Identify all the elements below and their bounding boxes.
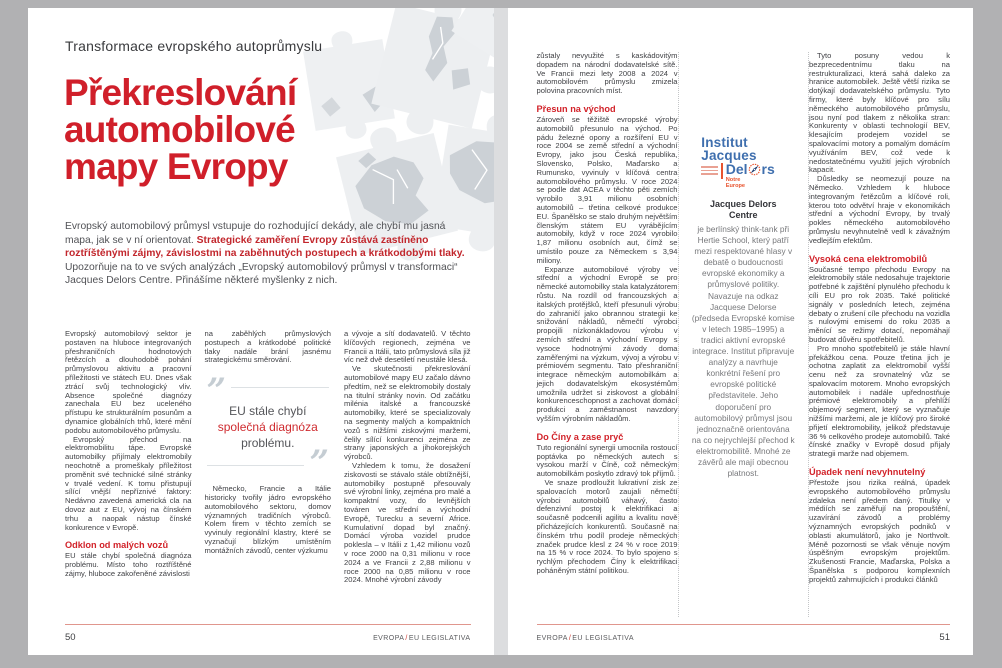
page-footer-left bbox=[65, 624, 471, 643]
body-paragraph: Zároveň se těžiště evropské výroby automobilů přesunulo na východ. Po pádu železné opony a rozšíření EU v roce 2004 se země střední a východní Evropy, jako jsou Česká republika, Slovensko, Polsko, Maďarsko a Rumunsko, vyvinuly v klíčová centra automobilového průmyslu. V roce 2024 se podle dat ACEA v těchto pěti zemích vyrobilo 3,91 milionu osobních automobilů – třetina celkové produkce EU. Španělsko se stalo druhým největším členským státem EU vyrábějícím automobily, když v roce 2024 vyrobilo 1,87 milionu osobních aut, čímž se umístilo pouze za Německem s 3,94 miliony. bbox=[536, 114, 678, 265]
body-paragraph: Expanze automobilové výroby ve střední a východní Evropě se pro německé automobilky stala katalyzátorem růstu. Na rozdíl od francouzských a italských protějšků, kteří přesunuli výrobu do zahraničí jako obrannou strategii ke snižování nákladů, němečtí výrobci propojili nízkonákladovou výrobu v zemích střední a východní Evropy s vysoce hodnotnými závody doma zaměřenými na výzkum, vývoj a výrobu v prémiovém segmentu. Tato přeshraniční integrace německým automobilkám a jejich dodavatelským ekosystémům umožnila udržet si ziskovost a globální konkurenceschopnost a zachovat domácí produkci a zaměstnanost navzdory vyšším výrobním nákladům. bbox=[536, 264, 678, 424]
text-column bbox=[205, 330, 332, 585]
body-paragraph: Důsledky se neomezují pouze na Německo. Vzhledem k hluboce integrovaným řetězcům a klíčové roli, kterou toto odvětví hraje v ekonomikách střední a východní Evropy, by trvalý pokles německého automobilového průmyslu nevyhnutelně vedl k závažným vedlejším efektům. bbox=[809, 174, 950, 245]
perex-text: Upozorňuje na to ve svých analýzách „Evropský automobilový průmysl v transformaci“ Jacques Delors Centre. Přinášíme některé myšlenky z nich. bbox=[65, 261, 458, 287]
body-paragraph: Tyto posuny vedou k bezprecedentnímu tlaku na restrukturalizaci, která sahá daleko za hranice automobilek. Ještě větší rizika se dotýkají dodavatelského průmyslu. Tyto firmy, které byly klíčové pro sílu německého automobilového průmyslu, jsou nyní pod tlakem z několika stran: Konkurenty v oblasti technologií BEV, klesajícím prodejem vozidel se spalovacími motory a pomalým domácím využíváním BEV, což vede k nedostatečnému využití jejich výrobních kapacit. bbox=[809, 51, 950, 175]
footer-section-label bbox=[373, 635, 470, 642]
logo-text: rs bbox=[761, 161, 775, 177]
perex bbox=[65, 220, 469, 288]
article-title bbox=[64, 74, 296, 185]
logo-subtitle: Notre Europe bbox=[725, 177, 746, 189]
footer-section: EVROPA bbox=[373, 635, 405, 642]
compass-icon bbox=[748, 163, 761, 176]
perex-text: Evropský automobilový průmysl vstupuje do rozhodující dekády, ale chybí mu jasná mapa, jak se v ní orientovat. bbox=[65, 221, 446, 246]
page-gutter bbox=[494, 8, 508, 655]
body-paragraph: Pro mnoho spotřebitelů je stále hlavní překážkou cena. Pouze třetina jich je ochotna zaplatit za elektromobil vyšší cenu než za srovnatelný vůz se spalovacím motorem. Mnoho evropských automobilek i nadále upřednostňuje prémiové elektromobily a přehlíží objemový segment, který se vyznačuje nižšími maržemi, ale je klíčový pro široké přijetí elektromobility, jelikož představuje 36 % celkového prodeje automobilů. Také čínské značky v Evropě dosud přijaly strategii marže nad objemem. bbox=[809, 343, 950, 459]
quote-mark-icon: ” bbox=[309, 443, 329, 484]
footer-separator: / bbox=[405, 635, 408, 642]
perex-highlight: Strategické zaměření Evropy zůstává zastíněno roztříštěnými zájmy, závislostmi na zaběhnutých postupech a krátkodobými tlaky. bbox=[65, 234, 465, 260]
page-number: 51 bbox=[939, 632, 950, 643]
sidebar-body: je berlínský think-tank při Hertie School, který patří mezi respektované hlasy v debatě o budoucnosti evropské ekonomiky a průmyslové politiky. Navazuje na odkaz Jacquese Delorse (předseda Evropské komise v letech 1985–1995) a tradici aktivní evropské integrace. Institut připravuje analýzy a navrhuje konkrétní řešení pro evropské politické představitele. Jeho doporučení pro automobilový průmysl jsou jednoznačně orientována na co nejrychlejší přechod k elektromobilitě. Mnohé ze závěrů ale mají obecnou platnost. bbox=[691, 224, 795, 479]
pull-quote-line: společná diagnóza bbox=[217, 420, 318, 435]
body-paragraph: na zaběhlých průmyslových postupech a krátkodobé politické tlaky nadále brání jasnému strategickému směrování. bbox=[204, 329, 331, 365]
logo-divider bbox=[721, 163, 723, 179]
page-footer-right bbox=[537, 624, 951, 643]
body-paragraph: Ve snaze prodloužit lukrativní zisk ze spalovacích motorů zaujali němečtí výrobci automobilů váhavý, často defenzivní postoj k elektrifikaci a současně podcenili agilitu a kvalitu nově přicházejících konkurentů. Současně na čínském trhu podíl prodeje německých značek prudce klesl z 24 % v roce 2019 na 15 % v roce 2024. To bylo spojeno s rychlým přechodem Číny k elektrifikaci poháněným státní politikou. bbox=[536, 478, 678, 576]
column-heading: Odklon od malých vozů bbox=[65, 540, 169, 551]
footer-topic: EU LEGISLATIVA bbox=[572, 635, 634, 642]
quote-mark-icon: ” bbox=[206, 371, 227, 412]
logo-text: Jacques bbox=[701, 148, 757, 163]
logo-text: Institut bbox=[701, 135, 748, 150]
text-column bbox=[537, 52, 678, 617]
logo-text: Del bbox=[725, 161, 748, 177]
body-paragraph: Současné tempo přechodu Evropy na elektromobily stále nedosahuje trajektorie potřebné k zajištění plynulého přechodu k cíli EU pro rok 2035. Také politické signály v posledních letech, zejména debaty o zrušení cíle přechodu na vozidla s nulovými emisemi do roku 2035 a měnící se režimy dotací, nepomáhají budovat důvěru spotřebitelů. bbox=[809, 264, 950, 344]
column-heading: Do Číny a zase pryč bbox=[536, 431, 624, 442]
text-column bbox=[65, 330, 192, 585]
column-heading: Vysoká cena elektromobilů bbox=[809, 253, 928, 264]
institut-jacques-delors-logo bbox=[701, 136, 785, 189]
pull-quote-line: problému. bbox=[241, 436, 295, 451]
body-paragraph: Přestože jsou rizika reálná, úpadek evropského automobilového průmyslu zdaleka není předem daný. Titulky v médiích se zaměřují na propouštění, uzavírání závodů a problémy významných evropských podniků v oblasti akumulátorů, jako je Northvolt. Méně pozornosti se však věnuje novým úspěšným evropským projektům. Zkušenosti Francie, Maďarska, Polska a Španělska s podporou komplexních projektů zahrnujících i produkci článků bbox=[809, 478, 950, 584]
kicker: Transformace evropského autoprůmyslu bbox=[65, 38, 323, 54]
sidebar-title: Jacques Delors Centre bbox=[709, 199, 777, 220]
page-right bbox=[508, 8, 974, 655]
pull-quote-line: EU stále chybí bbox=[229, 404, 307, 419]
logo-delors bbox=[726, 162, 775, 176]
body-paragraph: Ve skutečnosti překreslování automobilové mapy EU začalo dávno předtím, než se elektromobily dostaly na titulní stránky novin. Od začátku milénia italské a francouzské automobilky, které se specializovaly na segmenty malých a kompaktních vozů s nižšími ziskovými maržemi, čelily sílící konkurenci zejména ze strany japonských a jihokorejských výrobců. bbox=[344, 364, 471, 462]
logo-smallprint bbox=[701, 162, 718, 175]
page-left bbox=[28, 8, 494, 655]
title-line: Překreslování bbox=[64, 72, 297, 113]
body-paragraph: a vývoje a sítí dodavatelů. V těchto klíčových regionech, zejména ve Francii a Itálii, tato průmyslová síla již víc než dvě desetiletí neustále klesá. bbox=[344, 329, 471, 365]
sidebar-jacques-delors bbox=[678, 52, 809, 617]
quote-rule bbox=[231, 387, 329, 388]
text-column bbox=[344, 330, 471, 585]
quote-rule bbox=[207, 465, 305, 466]
body-paragraph: Německo, Francie a Itálie historicky tvořily jádro evropského automobilového sektoru, domov významných tradičních výrobců. Kolem firem v těchto zemích se vyvinuly regionální klastry, které se vyznačují blízkým umístěním montážních závodů, center výzkumu bbox=[204, 484, 331, 555]
body-paragraph: Evropský přechod na elektromobilitu tápe. Evropské automobilky přijímaly elektromobily neochotně a promeškaly příležitost proměnit své technické silné stránky v trvalé vedení. K tomu přistupují sílící vnější nepříznivé faktory: Nedávno zavedená americká cla na dovoz aut z EU, vývoj na čínském trhu a naopak nástup čínské konkurence v Evropě. bbox=[65, 434, 192, 532]
body-paragraph: Evropský automobilový sektor je postaven na hluboce integrovaných přeshraničních hodnotových řetězcích a dlouhodobě pohání průmyslovou aktivitu a pracovní příležitosti ve státech EU. Dnes však ztrácí svůj technologický vliv. Absence společné diagnózy zanechala EU bez uceleného přístupu ke strukturálním posunům a dynamice globálních trhů, které mění podobu automobilového průmyslu. bbox=[65, 329, 192, 435]
footer-separator: / bbox=[568, 635, 572, 642]
column-heading: Úpadek není nevyhnutelný bbox=[809, 467, 926, 478]
body-paragraph: Vzhledem k tomu, že dosažení ziskovosti se stávalo stále obtížnější, automobilky postupně přesouvaly své výrobní linky, zejména pro malé a kompaktní vozy, do levnějších továren ve střední a východní Evropě, Turecku a severní Africe. Kumulativní dopad byl značný. Domácí výroba vozidel prudce poklesla – v Itálii z 1,42 milionu vozů v roce 2000 na 0,31 milionu v roce 2024 a ve Francii z 2,88 milionu v roce 2000 na 0,85 milionu v roce 2024. Mnohé výrobní závody bbox=[344, 460, 471, 585]
footer-section: EVROPA bbox=[536, 635, 568, 642]
column-heading: Přesun na východ bbox=[536, 103, 616, 114]
footer-topic: EU LEGISLATIVA bbox=[408, 635, 471, 642]
pull-quote bbox=[206, 371, 330, 484]
magazine-spread bbox=[28, 8, 973, 655]
body-paragraph: Tuto regionální synergii umocnila rostoucí poptávka po německých autech s vysokou marží v Číně, což německým automobilkám poskytlo zdravý tok příjmů. bbox=[536, 442, 678, 479]
page-number: 50 bbox=[65, 632, 76, 643]
body-columns-right bbox=[537, 52, 951, 617]
body-paragraph: EU stále chybí společná diagnóza problému. Místo toho roztříštěné zájmy, hluboce zakořeněné závislosti bbox=[65, 551, 192, 578]
title-line: mapy Evropy bbox=[64, 146, 288, 187]
body-columns-left bbox=[65, 330, 471, 585]
title-line: automobilové bbox=[64, 109, 295, 150]
body-paragraph: zůstaly nevyužité s kaskádovitým dopadem na národní dodavatelské sítě. Ve Francii mezi lety 2008 a 2024 v automobilovém průmyslu zmizela polovina pracovních míst. bbox=[536, 51, 678, 96]
footer-section-label bbox=[537, 635, 634, 642]
text-column bbox=[809, 52, 950, 617]
